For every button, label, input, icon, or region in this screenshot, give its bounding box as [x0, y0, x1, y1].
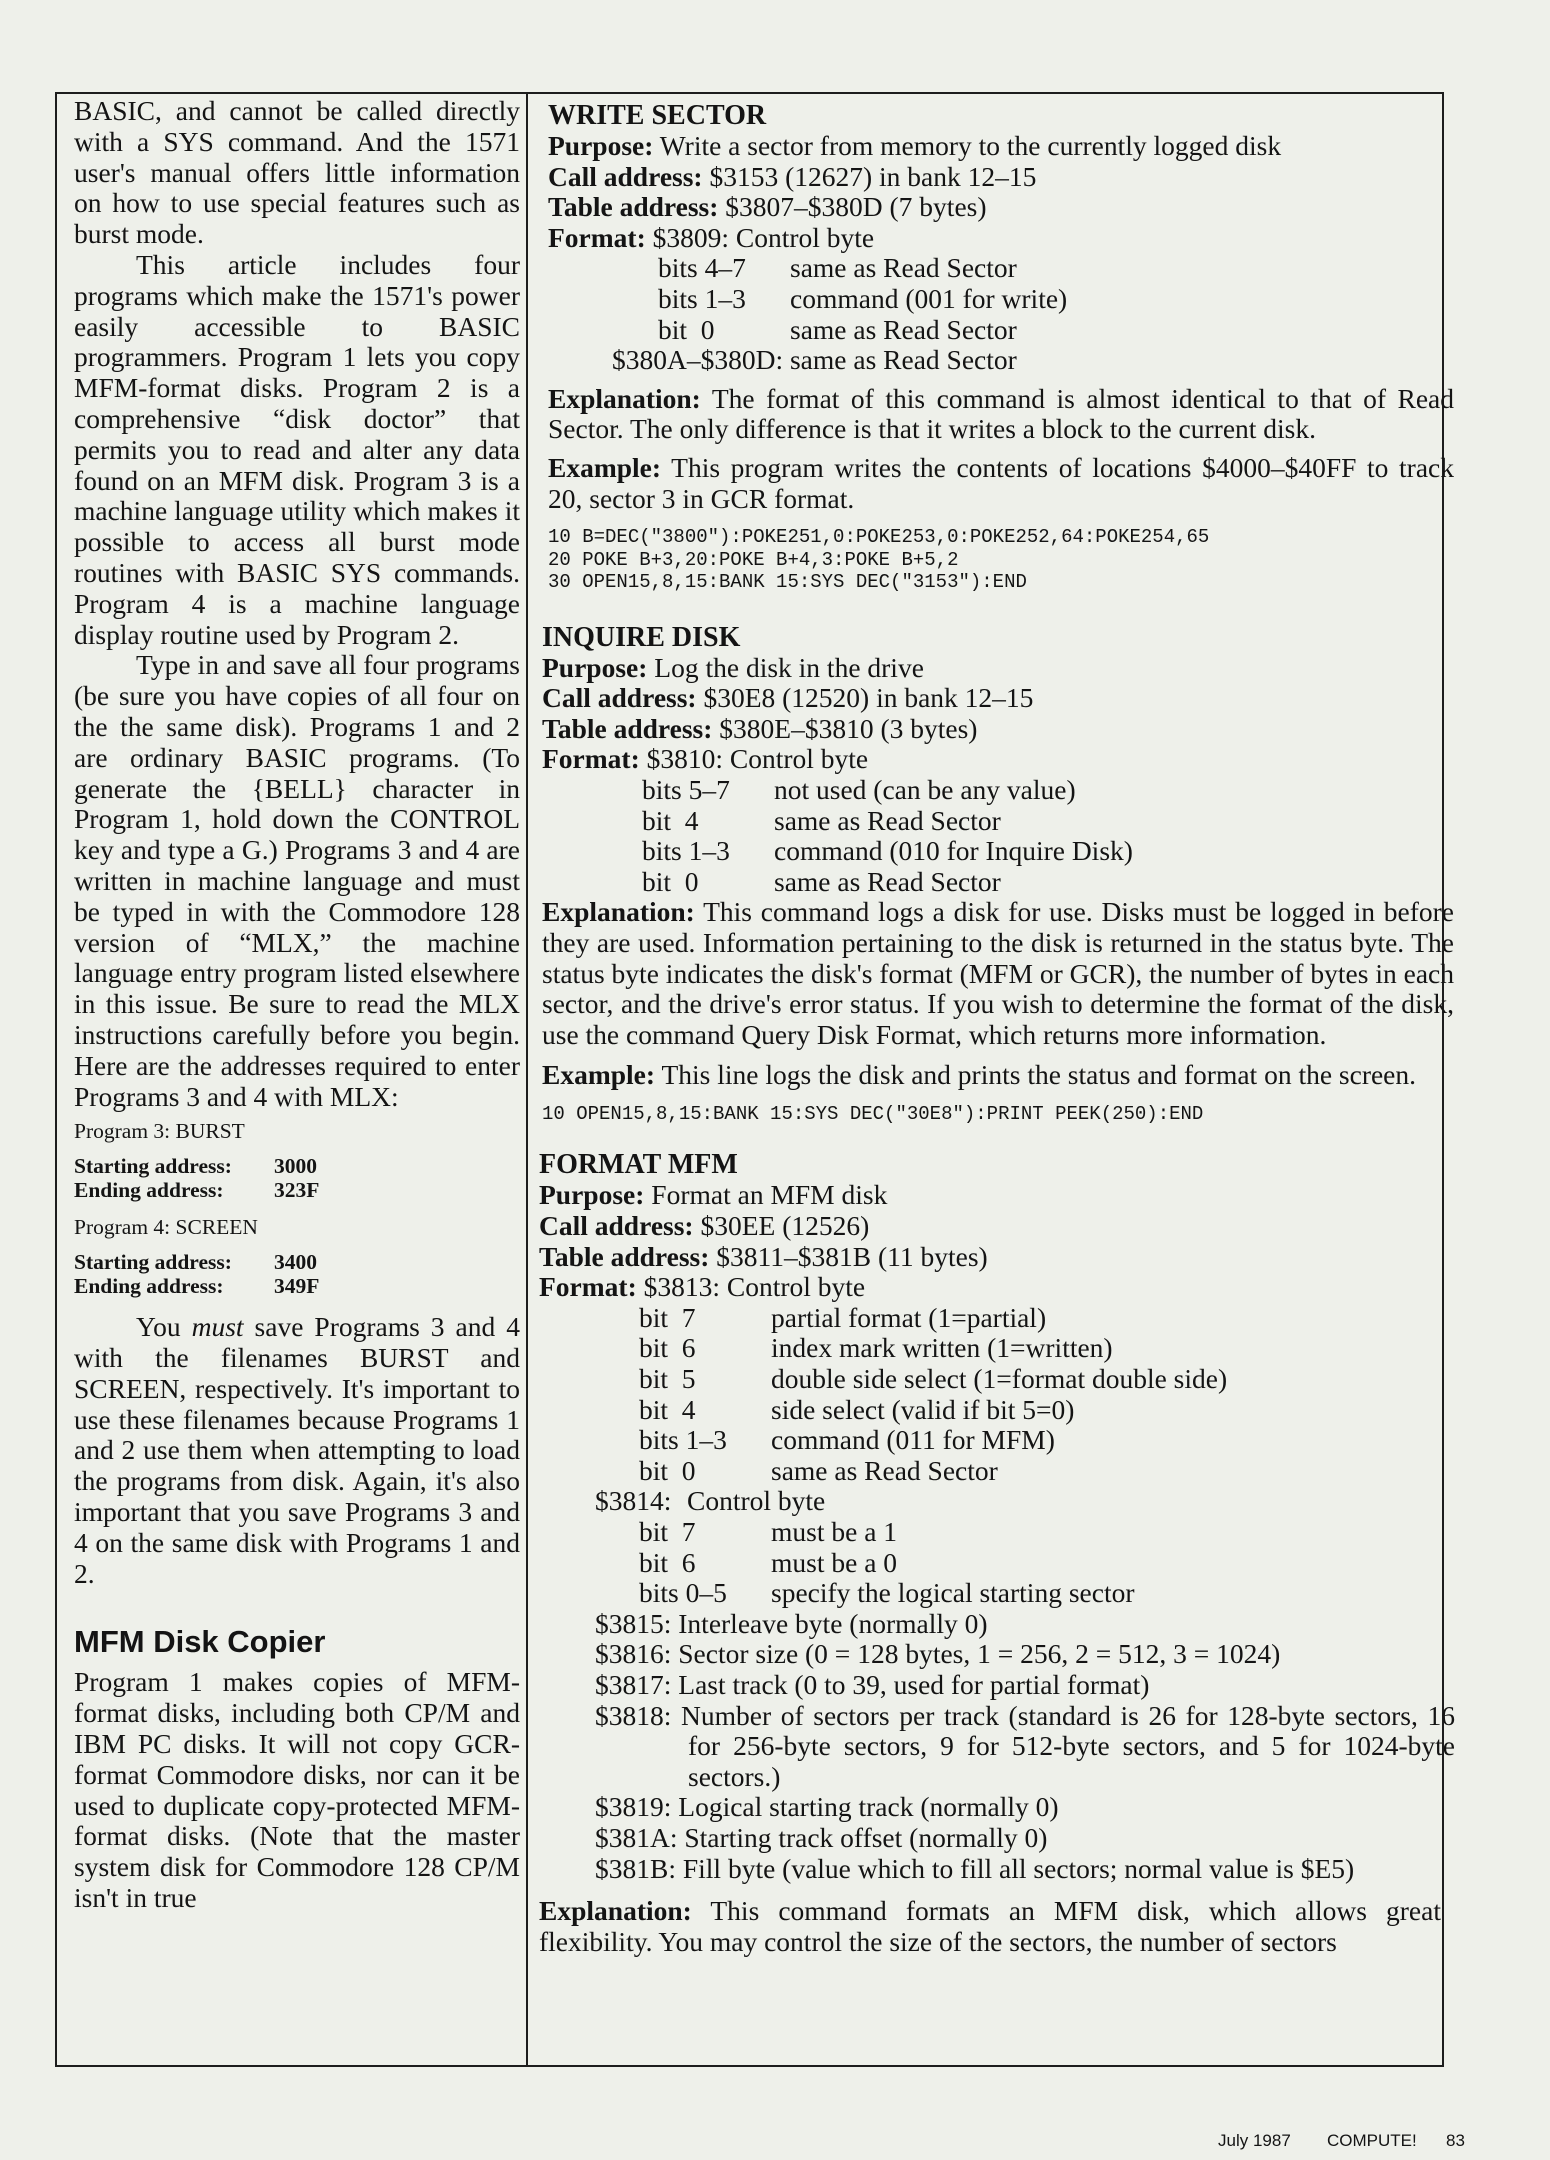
- format-format: Format: $3813: Control byte: [539, 1271, 866, 1303]
- section-heading: MFM Disk Copier: [74, 1624, 326, 1660]
- write-format: Format: $3809: Control byte: [548, 221, 875, 253]
- save-text-b: save Programs 3 and 4 with the filenames BURST and SCREEN, respectively. It's important to use these filenames because Programs 1 and 2 use them when attempting to load the programs from disk. Again, it's also important that you save Programs 3 and 4 on the same disk with Programs 1 and 2.: [74, 1311, 521, 1589]
- format-explanation: Explanation: This command formats an MFM disk, which allows great flexibility. You may control the size of the sectors, the number of sectors: [539, 1895, 1441, 1957]
- format-register-row: $3818: Number of sectors per track (standard is 26 for 128-byte sectors, 16 for 256-byte sectors, 9 for 512-byte sectors, and 5 for 1024-byte sectors.): [595, 1699, 1455, 1792]
- right-column: [539, 100, 1455, 1957]
- save-emphasis: must: [191, 1311, 244, 1343]
- inquire-code-line: 10 OPEN15,8,15:BANK 15:SYS DEC("30E8"):PRINT PEEK(250):END: [542, 1102, 1204, 1125]
- program-4-label: Program 4: SCREEN: [74, 1215, 258, 1240]
- start-address-label: Starting address:: [74, 1154, 232, 1179]
- write-bits-row: bit 0 same as Read Sector: [658, 313, 1017, 345]
- inquire-purpose: Purpose: Log the disk in the drive: [542, 651, 924, 683]
- write-purpose: Purpose: Write a sector from memory to the currently logged disk: [548, 130, 1282, 161]
- save-text-a: You: [136, 1311, 192, 1343]
- column-divider: [526, 92, 528, 2067]
- inquire-example: Example: This line logs the disk and prints the status and format on the screen.: [542, 1059, 1417, 1091]
- copier-paragraph: Program 1 makes copies of MFM-format disks, including both CP/M and IBM PC disks. It will not copy GCR-format Commodore disks, nor can it be used to duplicate copy-protected MFM-format disks. (Note that the master system disk for Commodore 128 CP/M isn't in true: [74, 1666, 520, 1914]
- inquire-disk-title: INQUIRE DISK: [542, 621, 741, 653]
- format-bits-row: bits 0–5 specify the logical starting sector: [639, 1577, 1135, 1609]
- format-bits-row: bit 5 double side select (1=format double side): [639, 1363, 1228, 1394]
- typing-paragraph: Type in and save all four programs (be sure you have copies of all four on the the same disk). Programs 1 and 2 are ordinary BASIC programs. (To generate the {BELL} character in Program 1, hold down the CONTROL key and type a G.) Programs 3 and 4 are written in machine language and must be typed in with the Commodore 128 version of “MLX,” the machine language entry program listed elsewhere in this issue. Be sure to read the MLX instructions carefully before you begin. Here are the addresses required to enter Programs 3 and 4 with MLX:: [74, 649, 520, 1112]
- write-code-line: 10 B=DEC("3800"):POKE251,0:POKE253,0:POKE252,64:POKE254,65: [548, 526, 1210, 549]
- write-table: Table address: $3807–$380D (7 bytes): [548, 191, 987, 223]
- format-bits-row: bit 6 must be a 0: [639, 1546, 898, 1578]
- left-column: [74, 96, 520, 1914]
- write-call: Call address: $3153 (12627) in bank 12–15: [548, 160, 1037, 192]
- end-address-label: Ending address:: [74, 1178, 224, 1203]
- format-bits-row: bits 1–3 command (011 for MFM): [639, 1424, 1055, 1456]
- program-3-end: 323F: [274, 1178, 320, 1203]
- inquire-bits-row: bits 1–3 command (010 for Inquire Disk): [642, 835, 1133, 867]
- footer-date: July 1987: [1218, 2131, 1291, 2150]
- format-purpose: Purpose: Format an MFM disk: [539, 1179, 888, 1211]
- inquire-bits-row: bit 0 same as Read Sector: [642, 865, 1001, 897]
- inquire-explanation: Explanation: This command logs a disk for use. Disks must be logged in before they are used. Information pertaining to the disk is returned in the status byte. The status byte indicates the disk's format (MFM or GCR), the number of bytes in each sector, and the drive's error status. If you wish to determine the format of the disk, use the command Query Disk Format, which returns more information.: [542, 896, 1454, 1050]
- format-register-row: $381A: Starting track offset (normally 0): [595, 1821, 1048, 1853]
- inquire-table: Table address: $380E–$3810 (3 bytes): [542, 712, 978, 744]
- write-range: $380A–$380D: same as Read Sector: [612, 344, 1017, 376]
- end-address-label: Ending address:: [74, 1274, 224, 1299]
- format-bits-row: bit 0 same as Read Sector: [639, 1454, 998, 1486]
- inquire-call: Call address: $30E8 (12520) in bank 12–15: [542, 682, 1034, 714]
- format-register-row: $3815: Interleave byte (normally 0): [595, 1607, 988, 1639]
- format-mfm-title: FORMAT MFM: [539, 1149, 738, 1181]
- write-code-line: 20 POKE B+3,20:POKE B+4,3:POKE B+5,2: [548, 548, 959, 571]
- format-bits-row: bit 7 must be a 1: [639, 1515, 898, 1547]
- program-4-addresses: [74, 1250, 520, 1298]
- format-register-row: $3819: Logical starting track (normally 0): [595, 1791, 1059, 1823]
- format-bits-row: bit 6 index mark written (1=written): [639, 1332, 1113, 1364]
- write-sector-title: WRITE SECTOR: [548, 100, 767, 131]
- intro-paragraph: BASIC, and cannot be called directly with a SYS command. And the 1571 user's manual offers little information on how to use special features such as burst mode.: [74, 95, 520, 250]
- program-4-start: 3400: [274, 1250, 317, 1275]
- programs-paragraph: This article includes four programs which make the 1571's power easily accessible to BASIC programmers. Program 1 lets you copy MFM-format disks. Program 2 is a comprehensive “disk doctor” that permits you to read and alter any data found on an MFM disk. Program 3 is a machine language utility which makes it possible to access all burst mode routines with BASIC SYS commands. Program 4 is a machine language display routine used by Program 2.: [74, 248, 520, 650]
- program-4-end: 349F: [274, 1274, 320, 1299]
- write-code-line: 30 OPEN15,8,15:BANK 15:SYS DEC("3153"):END: [548, 571, 1027, 594]
- format-control-byte-row: $3814: Control byte: [595, 1485, 826, 1517]
- format-bits-row: bit 7 partial format (1=partial): [639, 1301, 1047, 1333]
- program-3-label: Program 3: BURST: [74, 1119, 245, 1144]
- inquire-bits-row: bit 4 same as Read Sector: [642, 804, 1001, 836]
- format-register-row: $3817: Last track (0 to 39, used for partial format): [595, 1668, 1150, 1700]
- write-bits-row: bits 1–3 command (001 for write): [658, 282, 1068, 314]
- save-paragraph: [74, 1312, 520, 1589]
- format-register-row: $3816: Sector size (0 = 128 bytes, 1 = 256, 2 = 512, 3 = 1024): [595, 1638, 1281, 1670]
- program-3-start: 3000: [274, 1154, 317, 1179]
- inquire-format: Format: $3810: Control byte: [542, 743, 869, 775]
- format-register-row: $381B: Fill byte (value which to fill all sectors; normal value is $E5): [595, 1852, 1355, 1884]
- write-bits-row: bits 4–7 same as Read Sector: [658, 252, 1017, 284]
- format-table: Table address: $3811–$381B (11 bytes): [539, 1240, 988, 1272]
- page-number: 83: [1446, 2131, 1465, 2150]
- program-3-addresses: [74, 1154, 520, 1202]
- write-example: Example: This program writes the contents of locations $4000–$40FF to track 20, sector 3 in GCR format.: [548, 451, 1454, 514]
- inquire-bits-row: bits 5–7 not used (can be any value): [642, 774, 1076, 805]
- format-bits-row: bit 4 side select (valid if bit 5=0): [639, 1393, 1075, 1425]
- format-call: Call address: $30EE (12526): [539, 1210, 870, 1242]
- start-address-label: Starting address:: [74, 1250, 232, 1275]
- footer-brand: COMPUTE!: [1327, 2131, 1417, 2150]
- write-explanation: Explanation: The format of this command is almost identical to that of Read Sector. The only difference is that it writes a block to the current disk.: [548, 382, 1454, 445]
